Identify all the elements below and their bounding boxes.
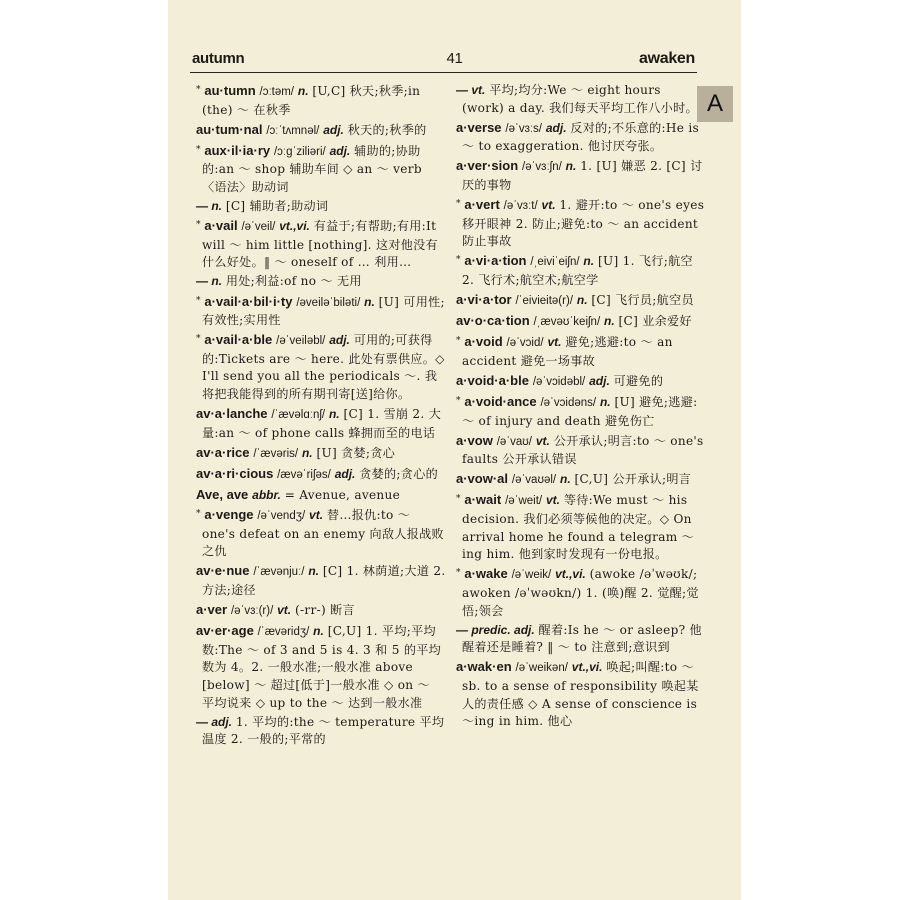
entry-part-of-speech: n.	[604, 314, 615, 329]
dictionary-entry	[196, 562, 446, 599]
entry-pronunciation: /ˈeivieitə(r)/	[515, 295, 573, 308]
entry-pronunciation: /əˈvɔidəbl/	[532, 375, 586, 388]
entry-pronunciation: /əveiləˈbiləti/	[296, 296, 361, 309]
entry-definition: 公开承认;明言:to ～ one's faults 公开承认错误	[462, 433, 704, 467]
entry-star: *	[196, 144, 201, 155]
entry-headword: a·void	[464, 334, 503, 350]
entry-pronunciation: /ˈævəridʒ/	[257, 626, 310, 639]
dictionary-entry	[196, 331, 446, 403]
entry-part-of-speech: vt.	[547, 335, 562, 350]
entry-definition: 唤起;叫醒:to ～ sb. to a sense of responsibility 唤起某人的责任感 ◇ A sense of conscience is ～ing in him. 他心	[462, 660, 699, 729]
entry-headword: a·vail	[204, 218, 238, 234]
entry-star: *	[456, 336, 461, 347]
entry-headword: av·a·lanche	[196, 406, 268, 422]
entry-definition: 用处;利益:of no ～ 无用	[225, 274, 362, 289]
entry-definition: 可用的;可获得的:Tickets are ～ here. 此处有票供应。◇ I'll send you all the periodicals ～. 我将把我能得到的所有期刊寄[送]给你。	[202, 333, 445, 401]
entry-headword: av·e·nue	[196, 563, 250, 579]
entry-star: *	[456, 255, 461, 266]
entry-star: *	[456, 199, 461, 210]
entry-definition: [C] 飞行员;航空员	[591, 293, 694, 308]
entry-part-of-speech: — predic. adj.	[456, 622, 535, 637]
dictionary-entry	[196, 217, 446, 272]
dictionary-entry	[196, 405, 446, 442]
entry-pronunciation: /ævəˈriʃəs/	[277, 468, 331, 481]
entry-headword: a·wait	[464, 492, 502, 508]
dictionary-entry	[456, 372, 706, 392]
entry-definition: 平均;均分:We ～ eight hours (work) a day. 我们每天平均工作八小时。	[462, 83, 698, 115]
entry-definition: 醒着:Is he ～ or asleep? 他醒着还是睡着? ‖ ～ to 注意到;意识到	[462, 622, 702, 655]
entry-headword: a·vail·a·bil·i·ty	[204, 293, 293, 309]
entry-part-of-speech: n.	[313, 624, 324, 639]
entry-headword: a·vow	[456, 432, 493, 448]
entry-headword: a·verse	[456, 119, 502, 135]
entry-part-of-speech: vt.	[541, 198, 556, 213]
entry-star: *	[196, 509, 201, 520]
dictionary-entry	[196, 82, 446, 119]
entry-pronunciation: /əˈveil/	[241, 221, 276, 234]
entry-headword: a·ver·sion	[456, 158, 519, 174]
entry-headword: au·tumn	[204, 83, 256, 98]
entry-part-of-speech: — n.	[196, 274, 222, 289]
entry-definition: 1. [U] 嫌恶 2. [C] 讨厌的事物	[462, 159, 703, 192]
entry-definition: [U] 避免;逃避:～ of injury and death 避免伤亡	[462, 395, 698, 428]
entry-part-of-speech: vt.,vi.	[279, 219, 310, 234]
entry-headword: a·wake	[464, 566, 508, 582]
entry-pronunciation: /əˈvɔidəns/	[540, 397, 597, 409]
entry-part-of-speech: n.	[364, 294, 375, 309]
entry-headword: av·er·age	[196, 623, 254, 639]
entry-definition: [U] 可用性;有效性;实用性	[202, 294, 445, 328]
entry-definition: [C] 辅助者;助动词	[225, 199, 329, 214]
entry-part-of-speech: — adj.	[196, 714, 233, 729]
entry-definition: [C] 1. 雪崩 2. 大量:an ～ of phone calls 蜂拥而至的电话	[202, 407, 442, 440]
entry-headword: a·void·ance	[464, 394, 537, 409]
entry-definition: 1. 避开:to ～ one's eyes 移开眼神 2. 防止;避免:to ～ an accident 防止事故	[462, 198, 705, 249]
entry-part-of-speech: vt.,vi.	[555, 567, 586, 582]
dictionary-entry	[456, 470, 706, 490]
running-head-left: autumn	[192, 50, 245, 67]
running-head-right: awaken	[638, 50, 695, 67]
entry-pronunciation: /əˈvɜːt/	[503, 200, 538, 213]
entry-part-of-speech: vt.,vi.	[571, 660, 603, 675]
dictionary-entry	[456, 565, 706, 620]
entry-headword: av·o·ca·tion	[456, 313, 530, 329]
entry-part-of-speech: — n.	[196, 199, 222, 214]
entry-pronunciation: /əˈweik/	[511, 569, 552, 582]
dictionary-entry	[456, 119, 706, 156]
entry-definition: 避免;逃避:to ～ an accident 避免一场事故	[462, 335, 673, 368]
dictionary-entry	[456, 196, 706, 251]
dictionary-entry	[456, 312, 706, 332]
entry-headword: av·a·rice	[196, 444, 250, 460]
dictionary-entry	[196, 622, 446, 712]
entry-pronunciation: /əˈweit/	[505, 495, 543, 508]
header-rule	[190, 72, 697, 73]
dictionary-entry	[196, 465, 446, 485]
dictionary-entry	[196, 601, 446, 621]
entry-definition: (-rr-) 断言	[295, 603, 355, 618]
entry-part-of-speech: n.	[583, 254, 595, 269]
entry-definition: 反对的;不乐意的:He is ～ to exaggeration. 他讨厌夸张。	[462, 120, 700, 154]
entry-definition: 有益于;有帮助;有用:It will ～ him little [nothing]. 这对他没有什么好处。‖ ～ oneself of … 利用…	[202, 219, 438, 270]
entry-pronunciation: /əˈvaʊəl/	[511, 474, 557, 487]
entry-pronunciation: /əˈveiləbl/	[276, 335, 326, 348]
entry-definition: [U,C] 秋天;秋季;in (the) ～ 在秋季	[202, 84, 421, 117]
entry-part-of-speech: adj.	[545, 120, 567, 135]
entry-definition: [C] 业余爱好	[618, 314, 692, 329]
dictionary-entry	[456, 333, 706, 370]
entry-pronunciation: /əˈvɔid/	[506, 337, 544, 350]
entry-definition: [C,U] 1. 平均;平均数:The ～ of 3 and 5 is 4. 3 和 5 的平均数为 4。2. 一般水准;一般水准 above [below] ～ 超过[低于]一般水准 ◇ on ～ 平均说来 ◇ up to the ～ 达到一般水准	[202, 624, 442, 710]
dictionary-entry	[456, 432, 706, 469]
entry-star: *	[196, 334, 201, 345]
entry-headword: a·vert	[464, 197, 500, 213]
entry-part-of-speech: n.	[576, 293, 588, 308]
entry-definition: 1. 平均的:the ～ temperature 平均温度 2. 一般的;平常的	[202, 714, 445, 747]
entry-pronunciation: /ˈævəris/	[253, 447, 299, 460]
entry-part-of-speech: n.	[599, 395, 611, 409]
entry-definition: (awoke /əˈwəʊk/; awoken /əˈwəʊkn/) 1. (唤)醒 2. 觉醒;觉悟;领会	[462, 567, 699, 618]
entry-star: *	[196, 85, 201, 95]
entry-part-of-speech: n.	[559, 472, 571, 487]
entry-part-of-speech: vt.	[277, 603, 292, 618]
page-number: 41	[446, 50, 463, 67]
entry-pronunciation: /ˌævəʊˈkeiʃn/	[533, 316, 601, 329]
entry-headword: a·vail·a·ble	[204, 332, 273, 348]
dictionary-page	[168, 0, 741, 900]
dictionary-entry	[196, 506, 446, 561]
entry-headword: a·vi·a·tion	[464, 253, 527, 269]
dictionary-entry	[456, 491, 706, 563]
entry-part-of-speech: adj.	[329, 333, 350, 348]
entry-definition: = Avenue, avenue	[284, 487, 401, 502]
dictionary-entry	[456, 252, 706, 289]
dictionary-entry	[196, 121, 446, 141]
entry-definition: 秋天的;秋季的	[347, 122, 427, 137]
entry-part-of-speech: adj.	[334, 466, 356, 481]
entry-pronunciation: /ɔːtəm/	[259, 86, 295, 98]
entry-definition: [U] 1. 飞行;航空 2. 飞行术;航空术;航空学	[462, 254, 693, 287]
entry-part-of-speech: vt.	[535, 433, 550, 448]
entry-part-of-speech: n.	[565, 159, 577, 174]
dictionary-entry	[196, 486, 446, 505]
entry-definition: 可避免的	[613, 373, 664, 388]
dictionary-entry	[456, 82, 706, 117]
entry-part-of-speech: n.	[328, 407, 340, 422]
entry-headword: a·void·a·ble	[456, 372, 529, 388]
dictionary-entry	[456, 157, 706, 194]
dictionary-entry	[456, 622, 706, 657]
entry-definition: 替…报仇:to ～ one's defeat on an enemy 向敌人报战败之仇	[202, 508, 444, 559]
entry-column-left	[196, 82, 446, 750]
entry-pronunciation: /ˈævənjuː/	[253, 566, 305, 579]
entry-pronunciation: /əˈvɜː(r)/	[230, 605, 274, 618]
entry-headword: au·tum·nal	[196, 121, 263, 137]
entry-pronunciation: /ˈævəlɑːnʃ/	[271, 409, 326, 422]
entry-star: *	[456, 568, 461, 579]
entry-part-of-speech: adj.	[323, 122, 344, 137]
entry-star: *	[456, 494, 461, 505]
entry-definition: 等待:We must ～ his decision. 我们必须等候他的决定。◇ On arrival home he found a telegram ～ing him. 他到家时发现有一份电报。	[462, 493, 695, 562]
dictionary-entry	[196, 293, 446, 330]
dictionary-entry	[196, 198, 446, 216]
entry-pronunciation: /ɔːˈtʌmnəl/	[266, 124, 320, 137]
entry-pronunciation: /ˌeiviˈeiʃn/	[530, 256, 580, 269]
entry-definition: [U] 贪婪;贪心	[316, 445, 396, 460]
entry-pronunciation: /əˈweikən/	[515, 662, 568, 675]
dictionary-entry	[456, 291, 706, 311]
entry-column-right	[456, 82, 706, 732]
entry-headword: Ave, ave	[196, 486, 249, 502]
entry-star: *	[456, 396, 461, 406]
entry-definition: 辅助的;协助的:an ～ shop 辅助车间 ◇ an ～ verb〈语法〉助动词	[202, 143, 422, 194]
entry-headword: a·ver	[196, 602, 228, 618]
entry-pronunciation: /əˈvɜːʃn/	[522, 161, 562, 174]
entry-part-of-speech: abbr.	[252, 487, 281, 502]
entry-part-of-speech: vt.	[309, 508, 324, 523]
entry-pronunciation: /ɔːɡˈziliəri/	[273, 145, 326, 158]
entry-headword: a·wak·en	[456, 659, 512, 675]
dictionary-entry	[196, 142, 446, 197]
entry-headword: a·vi·a·tor	[456, 292, 512, 308]
entry-part-of-speech: n.	[297, 84, 309, 98]
entry-part-of-speech: adj.	[589, 373, 610, 388]
entry-pronunciation: /əˈvɜːs/	[505, 122, 542, 135]
thumb-letter: A	[706, 90, 723, 117]
entry-headword: av·a·ri·cious	[196, 465, 274, 481]
dictionary-entry	[196, 444, 446, 464]
entry-definition: [C] 1. 林荫道;大道 2. 方法;途径	[202, 564, 446, 597]
dictionary-entry	[196, 273, 446, 291]
entry-part-of-speech: n.	[301, 445, 313, 460]
entry-definition: 贪婪的;贪心的	[359, 466, 438, 481]
dictionary-entry	[456, 393, 706, 430]
entry-part-of-speech: — vt.	[456, 83, 486, 97]
entry-headword: aux·il·ia·ry	[204, 142, 271, 158]
entry-part-of-speech: adj.	[329, 143, 351, 158]
entry-pronunciation: /əˈvendʒ/	[257, 510, 306, 523]
dictionary-entry	[196, 714, 446, 749]
entry-definition: [C,U] 公开承认;明言	[574, 472, 692, 487]
dictionary-entry	[456, 658, 706, 730]
entry-part-of-speech: vt.	[546, 493, 561, 508]
entry-star: *	[196, 295, 201, 306]
entry-pronunciation: /əˈvaʊ/	[496, 435, 533, 448]
entry-headword: a·venge	[204, 507, 254, 523]
entry-headword: a·vow·al	[456, 471, 509, 487]
entry-part-of-speech: n.	[308, 564, 319, 579]
entry-star: *	[196, 220, 201, 231]
